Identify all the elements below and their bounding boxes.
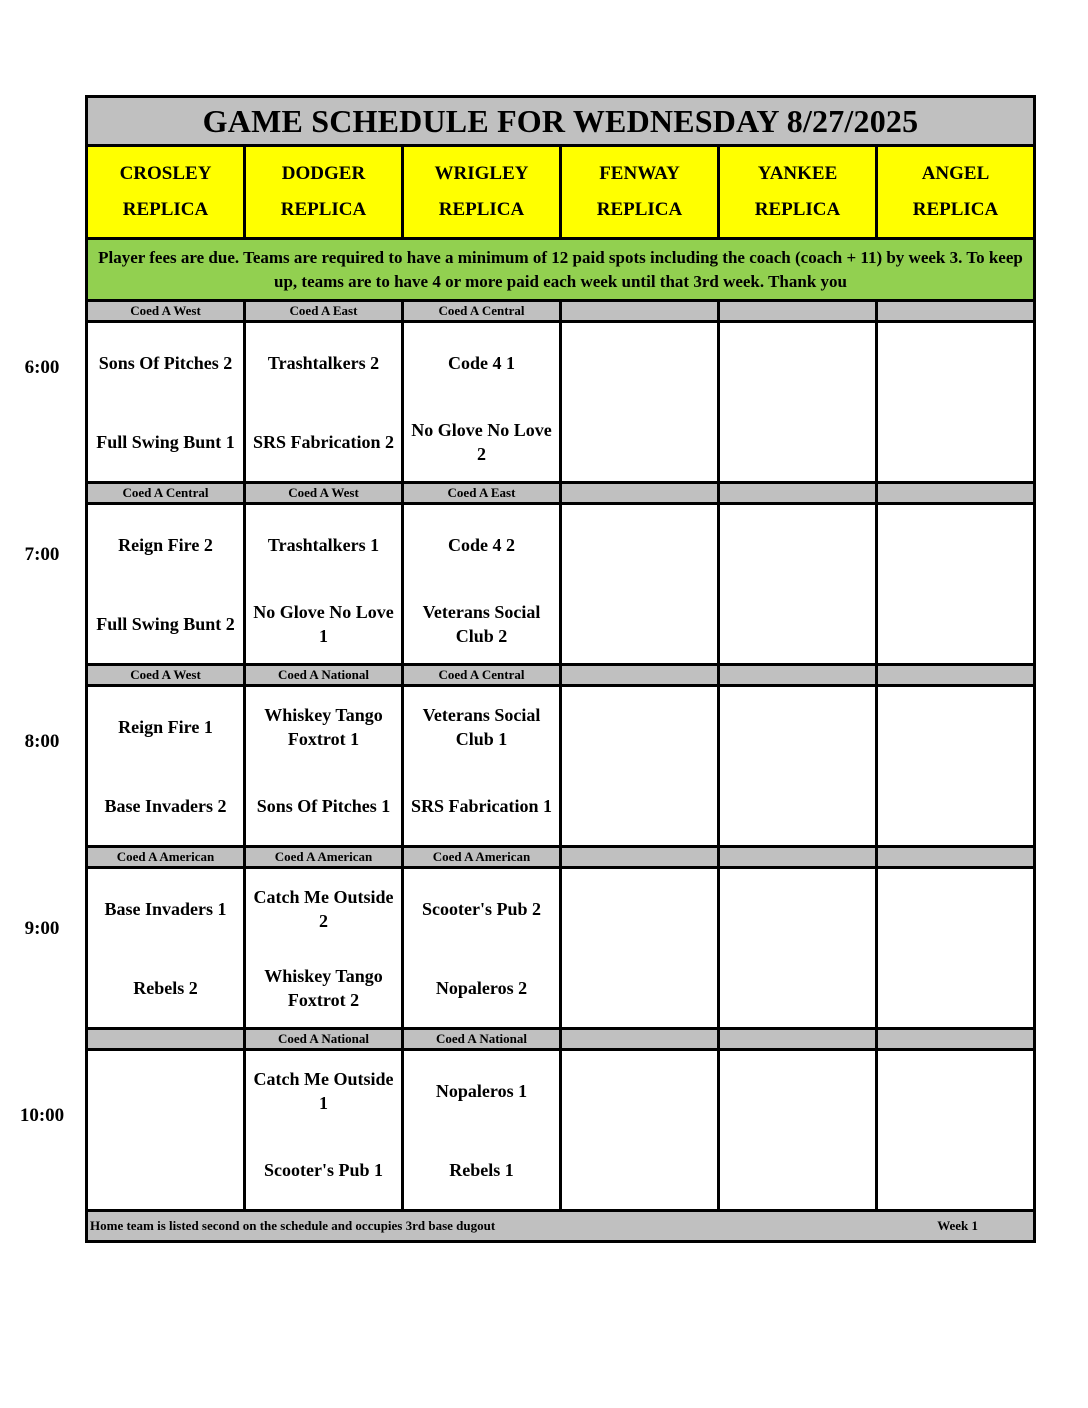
away-team xyxy=(878,323,1033,402)
division-label xyxy=(877,665,1035,686)
footer-bar xyxy=(87,1211,1035,1242)
field-subtitle: REPLICA xyxy=(122,199,209,220)
away-team: Catch Me Outside 1 xyxy=(253,1068,394,1113)
home-team: Veterans Social Club 2 xyxy=(422,601,541,646)
game-cell xyxy=(561,686,719,847)
home-team xyxy=(878,402,1033,481)
game-cell xyxy=(561,322,719,483)
field-header-wrigley xyxy=(403,146,561,239)
home-team xyxy=(562,766,717,845)
home-team xyxy=(562,402,717,481)
division-label xyxy=(877,301,1035,322)
home-team xyxy=(878,948,1033,1027)
division-row xyxy=(87,301,1035,322)
game-cell xyxy=(87,322,245,483)
away-team: Nopaleros 1 xyxy=(435,1080,528,1101)
schedule-table xyxy=(85,95,1036,1243)
field-header-angel xyxy=(877,146,1035,239)
game-cell xyxy=(719,868,877,1029)
game-cell xyxy=(245,1050,403,1211)
game-cell xyxy=(877,1050,1035,1211)
away-team xyxy=(562,1051,717,1130)
field-header-dodger xyxy=(245,146,403,239)
division-label xyxy=(561,301,719,322)
away-team xyxy=(720,687,875,766)
game-cell xyxy=(245,686,403,847)
field-header-row xyxy=(87,146,1035,239)
away-team: Trashtalkers 2 xyxy=(267,352,380,373)
game-cell xyxy=(719,504,877,665)
game-cell xyxy=(403,1050,561,1211)
home-team xyxy=(720,948,875,1027)
home-team xyxy=(720,766,875,845)
time-label: 7:00 xyxy=(24,544,60,565)
field-subtitle: REPLICA xyxy=(596,199,683,220)
field-name: DODGER xyxy=(281,163,366,184)
away-team xyxy=(720,323,875,402)
division-label xyxy=(719,665,877,686)
home-team xyxy=(878,1130,1033,1209)
field-subtitle: REPLICA xyxy=(754,199,841,220)
away-team xyxy=(562,505,717,584)
game-cell xyxy=(87,504,245,665)
home-team: Scooter's Pub 1 xyxy=(264,1159,383,1180)
game-row xyxy=(87,322,1035,483)
field-header-crosley xyxy=(87,146,245,239)
away-team xyxy=(562,869,717,948)
division-label xyxy=(561,1029,719,1050)
time-label: 10:00 xyxy=(19,1105,65,1126)
away-team xyxy=(562,687,717,766)
game-cell xyxy=(403,504,561,665)
division-row xyxy=(87,1029,1035,1050)
home-team: Full Swing Bunt 1 xyxy=(96,431,235,452)
away-team xyxy=(878,869,1033,948)
game-cell xyxy=(245,868,403,1029)
game-cell xyxy=(719,686,877,847)
home-team xyxy=(562,584,717,663)
away-team: Veterans Social Club 1 xyxy=(422,704,541,749)
division-row xyxy=(87,665,1035,686)
game-cell xyxy=(877,868,1035,1029)
week-label: Week 1 xyxy=(937,1218,978,1233)
game-cell xyxy=(561,868,719,1029)
home-team: Rebels 2 xyxy=(133,977,198,998)
game-cell xyxy=(87,1050,245,1211)
away-team: Code 4 2 xyxy=(448,534,515,555)
game-cell xyxy=(403,322,561,483)
home-team xyxy=(88,1130,243,1209)
division-label: Coed A Central xyxy=(403,665,561,686)
field-header-yankee xyxy=(719,146,877,239)
division-label xyxy=(877,847,1035,868)
division-label: Coed A American xyxy=(87,847,245,868)
division-label xyxy=(561,483,719,504)
game-cell xyxy=(877,686,1035,847)
home-team xyxy=(720,402,875,481)
game-cell xyxy=(87,868,245,1029)
home-team: Whiskey Tango Foxtrot 2 xyxy=(264,965,383,1010)
division-label xyxy=(561,665,719,686)
field-name: FENWAY xyxy=(599,163,680,184)
game-cell xyxy=(245,322,403,483)
game-row xyxy=(87,1050,1035,1211)
away-team xyxy=(720,505,875,584)
time-label: 6:00 xyxy=(24,357,60,378)
division-label: Coed A National xyxy=(245,665,403,686)
away-team: Whiskey Tango Foxtrot 1 xyxy=(264,704,383,749)
field-name: WRIGLEY xyxy=(434,163,529,184)
game-cell xyxy=(877,504,1035,665)
game-cell xyxy=(561,504,719,665)
field-header-fenway xyxy=(561,146,719,239)
division-label xyxy=(561,847,719,868)
division-label xyxy=(719,301,877,322)
time-label: 8:00 xyxy=(24,731,60,752)
division-row xyxy=(87,483,1035,504)
division-label: Coed A West xyxy=(87,301,245,322)
game-row xyxy=(87,868,1035,1029)
away-team: Base Invaders 1 xyxy=(104,898,227,919)
home-team xyxy=(878,584,1033,663)
field-subtitle: REPLICA xyxy=(280,199,367,220)
away-team: Trashtalkers 1 xyxy=(267,534,380,555)
away-team xyxy=(878,687,1033,766)
game-cell xyxy=(719,322,877,483)
home-team: No Glove No Love 2 xyxy=(411,419,552,464)
division-label xyxy=(877,1029,1035,1050)
home-team xyxy=(562,1130,717,1209)
division-label xyxy=(877,483,1035,504)
home-team xyxy=(562,948,717,1027)
away-team xyxy=(720,869,875,948)
home-team xyxy=(878,766,1033,845)
division-label: Coed A Central xyxy=(403,301,561,322)
away-team: Scooter's Pub 2 xyxy=(422,898,541,919)
home-team xyxy=(720,1130,875,1209)
away-team: Catch Me Outside 2 xyxy=(253,886,394,931)
home-team: No Glove No Love 1 xyxy=(253,601,394,646)
away-team xyxy=(720,1051,875,1130)
field-subtitle: REPLICA xyxy=(438,199,525,220)
home-team: Rebels 1 xyxy=(449,1159,514,1180)
division-label xyxy=(719,483,877,504)
division-label: Coed A American xyxy=(245,847,403,868)
game-cell xyxy=(877,322,1035,483)
game-row xyxy=(87,686,1035,847)
division-label: Coed A West xyxy=(87,665,245,686)
division-label: Coed A National xyxy=(245,1029,403,1050)
home-team: Base Invaders 2 xyxy=(104,795,227,816)
field-name: CROSLEY xyxy=(119,163,212,184)
division-label: Coed A West xyxy=(245,483,403,504)
division-label xyxy=(719,847,877,868)
division-label: Coed A Central xyxy=(87,483,245,504)
field-name: YANKEE xyxy=(757,163,838,184)
home-team: SRS Fabrication 2 xyxy=(252,431,394,452)
away-team: Code 4 1 xyxy=(448,352,515,373)
schedule-title: GAME SCHEDULE FOR WEDNESDAY 8/27/2025 xyxy=(87,97,1035,146)
division-label xyxy=(719,1029,877,1050)
game-row xyxy=(87,504,1035,665)
away-team: Reign Fire 2 xyxy=(118,534,213,555)
away-team xyxy=(88,1051,243,1130)
division-label: Coed A National xyxy=(403,1029,561,1050)
division-label xyxy=(87,1029,245,1050)
home-team: Full Swing Bunt 2 xyxy=(96,613,235,634)
away-team: Sons Of Pitches 2 xyxy=(98,352,233,373)
division-label: Coed A East xyxy=(403,483,561,504)
division-label: Coed A East xyxy=(245,301,403,322)
game-cell xyxy=(87,686,245,847)
game-cell xyxy=(245,504,403,665)
away-team xyxy=(878,1051,1033,1130)
home-team-note: Home team is listed second on the schedule and occupies 3rd base dugout xyxy=(90,1218,496,1233)
home-team xyxy=(720,584,875,663)
home-team: SRS Fabrication 1 xyxy=(410,795,552,816)
fee-notice: Player fees are due. Teams are required to have a minimum of 12 paid spots including the coach (coach + 11) by week 3. To keep up, teams are to have 4 or more paid each week until that 3rd week. Thank you xyxy=(87,239,1035,301)
division-label: Coed A American xyxy=(403,847,561,868)
game-cell xyxy=(561,1050,719,1211)
division-row xyxy=(87,847,1035,868)
field-subtitle: REPLICA xyxy=(912,199,999,220)
field-name: ANGEL xyxy=(921,163,990,184)
away-team xyxy=(878,505,1033,584)
home-team: Sons Of Pitches 1 xyxy=(256,795,391,816)
game-cell xyxy=(719,1050,877,1211)
game-cell xyxy=(403,868,561,1029)
away-team xyxy=(562,323,717,402)
home-team: Nopaleros 2 xyxy=(435,977,528,998)
time-label: 9:00 xyxy=(24,918,60,939)
game-cell xyxy=(403,686,561,847)
away-team: Reign Fire 1 xyxy=(118,716,213,737)
